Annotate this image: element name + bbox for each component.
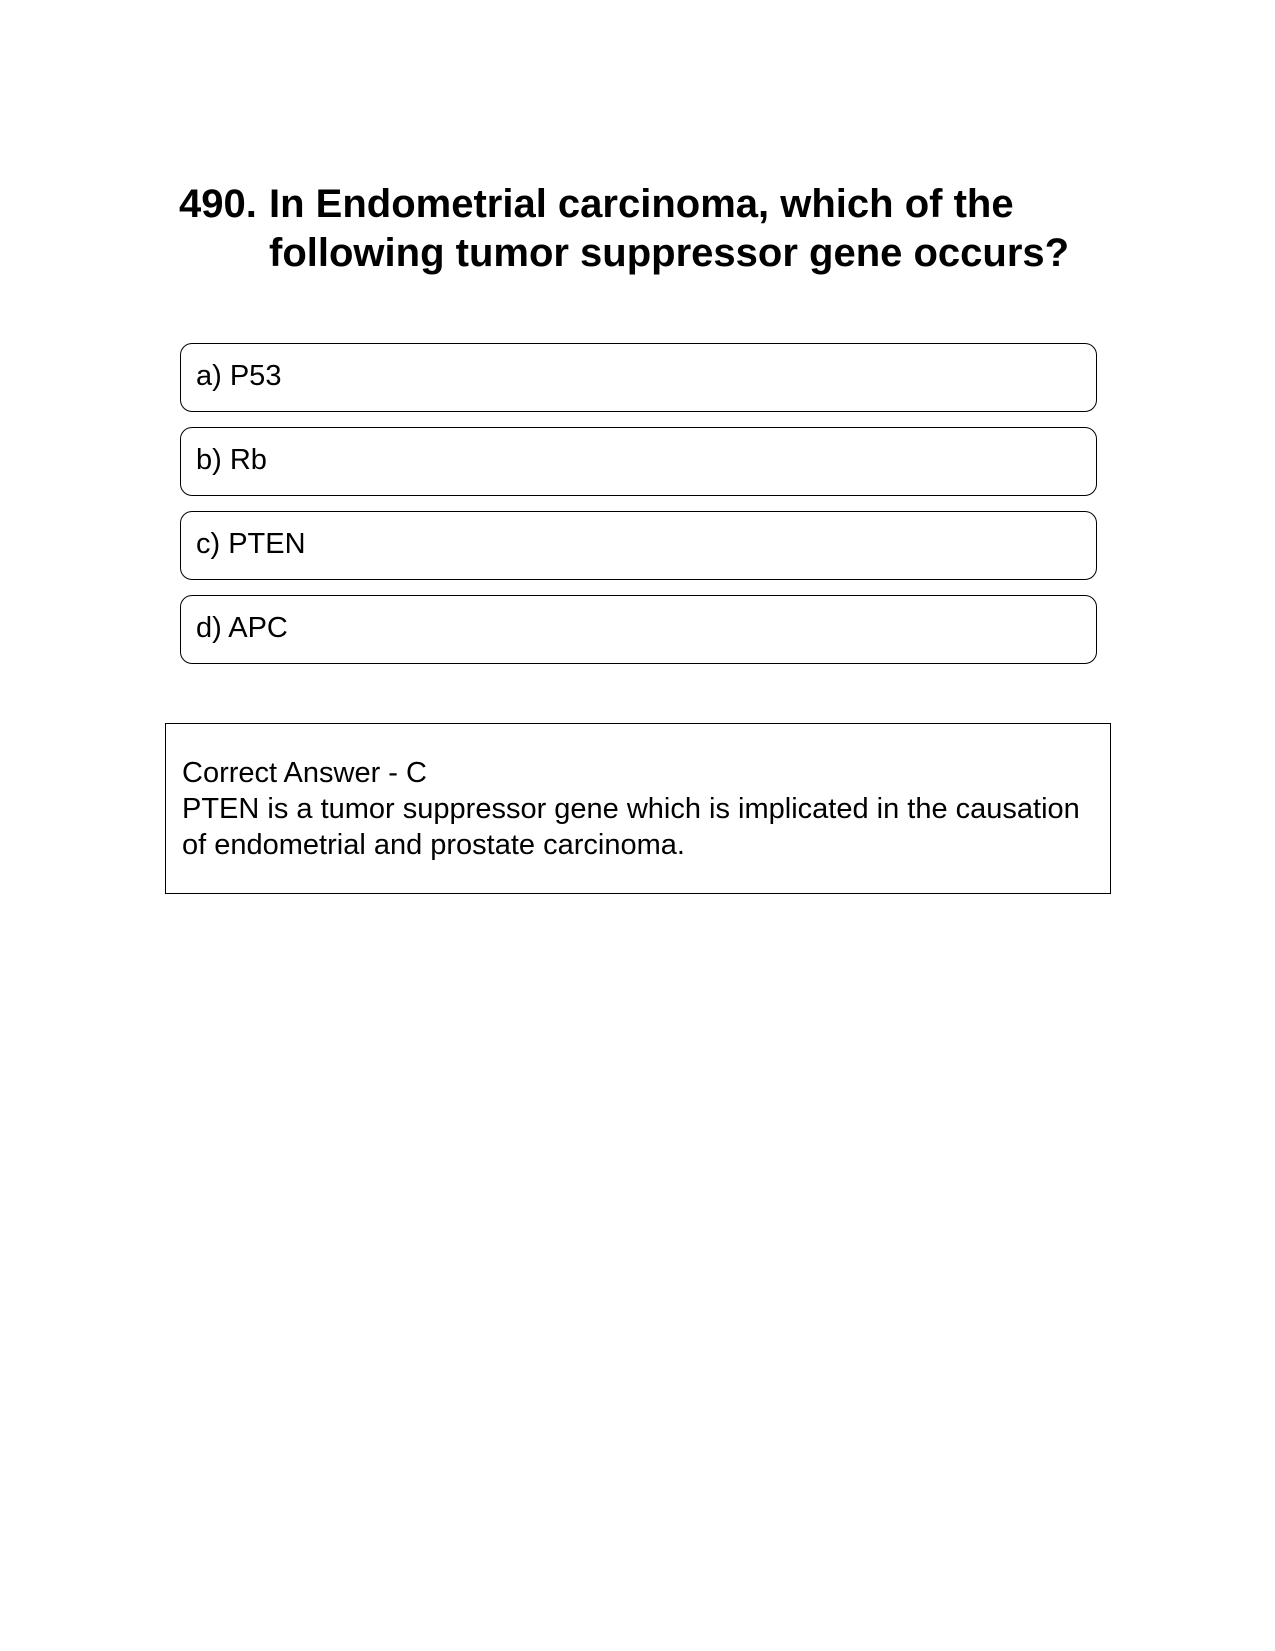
options-list: [180, 343, 1097, 679]
option-b[interactable]: [180, 427, 1097, 496]
correct-answer-heading: Correct Answer - C: [182, 757, 427, 789]
option-c-label: c) PTEN: [196, 528, 306, 560]
question-number: 490.: [179, 182, 257, 226]
question-text: In Endometrial carcinoma, which of the following tumor suppressor gene occurs?: [269, 182, 1070, 275]
option-c[interactable]: [180, 511, 1097, 580]
option-a[interactable]: [180, 343, 1097, 412]
answer-box: [165, 723, 1111, 894]
option-b-label: b) Rb: [196, 444, 267, 476]
option-a-label: a) P53: [196, 360, 282, 392]
option-d[interactable]: [180, 595, 1097, 664]
answer-explanation: PTEN is a tumor suppressor gene which is implicated in the causation of endometrial and prostate carcinoma.: [182, 793, 1080, 861]
question-heading: [179, 180, 1109, 278]
option-d-label: d) APC: [196, 612, 288, 644]
